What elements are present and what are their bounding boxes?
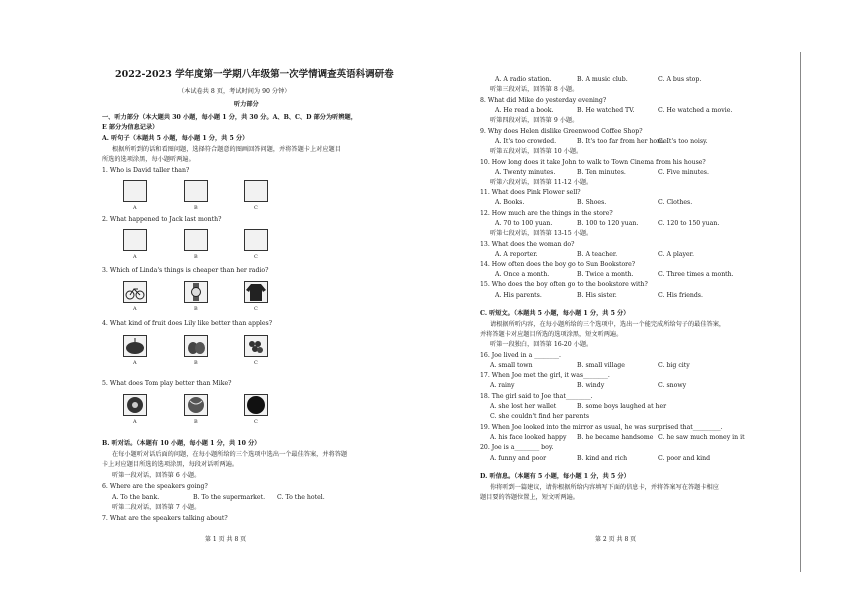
option-12c: C. 120 to 150 yuan. <box>658 220 720 227</box>
option-17b: B. windy <box>577 382 605 389</box>
section-c-instructions-cont: 并将答题卡对应题目所选的选项涂黑，短文听两遍。 <box>480 331 623 338</box>
question-19: 19. When Joe looked into the mirror as usual, he was surprised that_________. <box>480 424 723 431</box>
option-12b: B. 100 to 120 yuan. <box>577 220 639 227</box>
option-label: C <box>254 306 258 312</box>
fruit-icon <box>244 335 268 357</box>
option-18b: B. some boys laughed at her <box>577 403 667 410</box>
question-3: 3. Which of Linda's things is cheaper than her radio? <box>102 267 269 274</box>
option-1a-image <box>123 180 147 202</box>
section-c-instructions: 请根据所听内容，在每小题所给的三个选项中，选出一个能完成所给句子的最佳答案， <box>490 321 726 328</box>
option-16a: A. small town <box>490 362 533 369</box>
option-2a-image <box>123 229 147 251</box>
option-8c: C. He watched a movie. <box>658 107 733 114</box>
option-18a: A. she lost her wallet <box>490 403 557 410</box>
option-11c: C. Clothes. <box>658 199 693 206</box>
option-11b: B. Shoes. <box>577 199 607 206</box>
option-label: B <box>194 419 198 425</box>
option-19c: C. he saw much money in it <box>658 434 745 441</box>
bicycle-icon <box>123 281 147 303</box>
question-10: 10. How long does it take John to walk to Town Cinema from his house? <box>480 159 706 166</box>
ball-icon <box>123 394 147 416</box>
option-17a: A. rainy <box>490 382 515 389</box>
question-15: 15. Who does the boy often go to the bookstore with? <box>480 281 648 288</box>
option-1c-image <box>244 180 268 202</box>
question-6: 6. Where are the speakers going? <box>102 483 208 490</box>
option-7b: B. A music club. <box>577 76 628 83</box>
exam-subtitle: （本试卷共 8 页，考试时间为 90 分钟） <box>178 88 291 95</box>
option-18c: C. she couldn't find her parents <box>490 413 590 420</box>
page-number: 第 2 页 共 8 页 <box>595 536 637 543</box>
question-16: 16. Joe lived in a ________. <box>480 352 561 359</box>
option-7a: A. A radio station. <box>495 76 552 83</box>
option-20a: A. funny and poor <box>490 455 547 462</box>
option-label: C <box>254 254 258 260</box>
option-2b-image <box>184 229 208 251</box>
option-label: C <box>254 205 258 211</box>
option-label: A <box>133 360 137 366</box>
ball-icon <box>244 394 268 416</box>
dialogue-note: 听第六段对话，回答第 11-12 小题。 <box>490 179 593 186</box>
option-16b: B. small village <box>577 362 625 369</box>
option-label: C <box>254 360 258 366</box>
ball-icon <box>184 394 208 416</box>
question-14: 14. How often does the boy go to Sun Bookstore? <box>480 261 636 268</box>
section-d-instructions-cont: 题目要的答题位置上，短文听两遍。 <box>480 494 579 501</box>
page-edge-line <box>800 52 801 572</box>
question-8: 8. What did Mike do yesterday evening? <box>480 97 607 104</box>
option-17c: C. snowy <box>658 382 687 389</box>
section-b-instructions-cont: 卡上对应题目所选的选项涂黑，每段对话听两遍。 <box>102 461 239 468</box>
question-18: 18. The girl said to Joe that________. <box>480 393 593 400</box>
question-9: 9. Why does Helen dislike Greenwood Coffee Shop? <box>480 128 643 135</box>
question-4: 4. What kind of fruit does Lily like better than apples? <box>102 320 273 327</box>
question-12: 12. How much are the things in the store? <box>480 210 613 217</box>
question-1: 1. Who is David taller than? <box>102 167 190 174</box>
option-9a: A. It's too crowded. <box>495 138 557 145</box>
option-label: B <box>194 205 198 211</box>
option-19b: B. he became handsome <box>577 434 654 441</box>
option-label: B <box>194 360 198 366</box>
part-heading: 听力部分 <box>234 101 259 108</box>
option-13b: B. A teacher. <box>577 251 618 258</box>
option-14b: B. Twice a month. <box>577 271 634 278</box>
question-11: 11. What does Pink Flower sell? <box>480 189 581 196</box>
section-a-heading: A. 听句子（本题共 5 小题，每小题 1 分，共 5 分） <box>102 135 249 142</box>
section-d-heading: D. 听信息。（本题有 5 小题，每小题 1 分，共 5 分） <box>480 473 630 480</box>
dialogue-note: 听第五段对话，回答第 10 小题。 <box>490 148 583 155</box>
option-19a: A. his face looked happy <box>490 434 567 441</box>
option-12a: A. 70 to 100 yuan. <box>495 220 553 227</box>
option-13a: A. A reporter. <box>495 251 538 258</box>
option-2c-image <box>244 229 268 251</box>
option-9b: B. It's too far from her home. <box>577 138 669 145</box>
option-15b: B. His sister. <box>577 292 617 299</box>
option-6c: C. To the hotel. <box>277 494 325 501</box>
option-14a: A. Once a month. <box>495 271 550 278</box>
section-d-instructions: 你将听到一篇建议，请你根据所给内容填写下面的信息卡，并将答案写在答题卡相应 <box>490 484 719 491</box>
section-c-heading: C. 听短文。（本题共 5 小题，每小题 1 分，共 5 分） <box>480 310 630 317</box>
dialogue-note: 听第七段对话，回答第 13-15 小题。 <box>490 230 593 237</box>
dialogue-note: 听第三段对话，回答第 8 小题。 <box>490 86 579 93</box>
section-b-instructions: 在每小题听对话后面的问题，在每小题所给的三个选项中选出一个最佳答案，并将答题 <box>112 451 348 458</box>
section-one-heading-cont: E 部分为信息记录） <box>102 124 159 131</box>
exam-title: 2022-2023 学年度第一学期八年级第一次学情调查英语科调研卷 <box>115 69 394 80</box>
option-label: A <box>133 419 137 425</box>
option-10c: C. Five minutes. <box>658 169 709 176</box>
fruit-icon <box>184 335 208 357</box>
question-2: 2. What happened to Jack last month? <box>102 216 222 223</box>
watch-icon <box>184 281 208 303</box>
option-13c: C. A player. <box>658 251 694 258</box>
dialogue-note: 听第一段对话，回答第 6 小题。 <box>112 472 201 479</box>
option-label: B <box>194 306 198 312</box>
question-5: 5. What does Tom play better than Mike? <box>102 380 232 387</box>
option-8a: A. He read a book. <box>495 107 554 114</box>
option-6a: A. To the bank. <box>112 494 160 501</box>
question-20: 20. Joe is a________ boy. <box>480 444 554 451</box>
option-label: A <box>133 306 137 312</box>
option-1b-image <box>184 180 208 202</box>
dialogue-note: 听第二段对话，回答第 7 小题。 <box>112 504 201 511</box>
option-15c: C. His friends. <box>658 292 703 299</box>
option-9c: C. It's too noisy. <box>658 138 708 145</box>
option-6b: B. To the supermarket. <box>193 494 266 501</box>
right-page <box>430 0 860 609</box>
section-b-heading: B. 听对话。（本题有 10 小题，每小题 1 分，共 10 分） <box>102 440 261 447</box>
section-one-heading: 一、听力部分（本大题共 30 小题，每小题 1 分，共 30 分。A、B、C、D 部分为听辨题， <box>102 114 357 121</box>
question-17: 17. When Joe met the girl, it was________. <box>480 372 610 379</box>
monologue-note: 听第一段独白，回答第 16-20 小题。 <box>490 341 593 348</box>
section-a-instructions-cont: 所选的选项涂黑，每小题听两遍。 <box>102 156 195 163</box>
option-label: A <box>133 205 137 211</box>
option-10b: B. Ten minutes. <box>577 169 626 176</box>
section-a-instructions: 根据所听到的话和看图问题，选择符合题意的图画回答问题，并将答题卡上对应题目 <box>112 146 341 153</box>
option-8b: B. He watched TV. <box>577 107 635 114</box>
option-20b: B. kind and rich <box>577 455 628 462</box>
option-10a: A. Twenty minutes. <box>495 169 556 176</box>
option-label: A <box>133 254 137 260</box>
question-7: 7. What are the speakers talking about? <box>102 515 228 522</box>
question-13: 13. What does the woman do? <box>480 241 575 248</box>
option-label: B <box>194 254 198 260</box>
option-14c: C. Three times a month. <box>658 271 734 278</box>
fruit-icon <box>123 335 147 357</box>
option-label: C <box>254 419 258 425</box>
option-16c: C. big city <box>658 362 690 369</box>
option-15a: A. His parents. <box>495 292 542 299</box>
jacket-icon <box>244 281 268 303</box>
option-20c: C. poor and kind <box>658 455 711 462</box>
page-number: 第 1 页 共 8 页 <box>205 536 247 543</box>
dialogue-note: 听第四段对话，回答第 9 小题。 <box>490 117 579 124</box>
option-7c: C. A bus stop. <box>658 76 702 83</box>
option-11a: A. Books. <box>495 199 525 206</box>
